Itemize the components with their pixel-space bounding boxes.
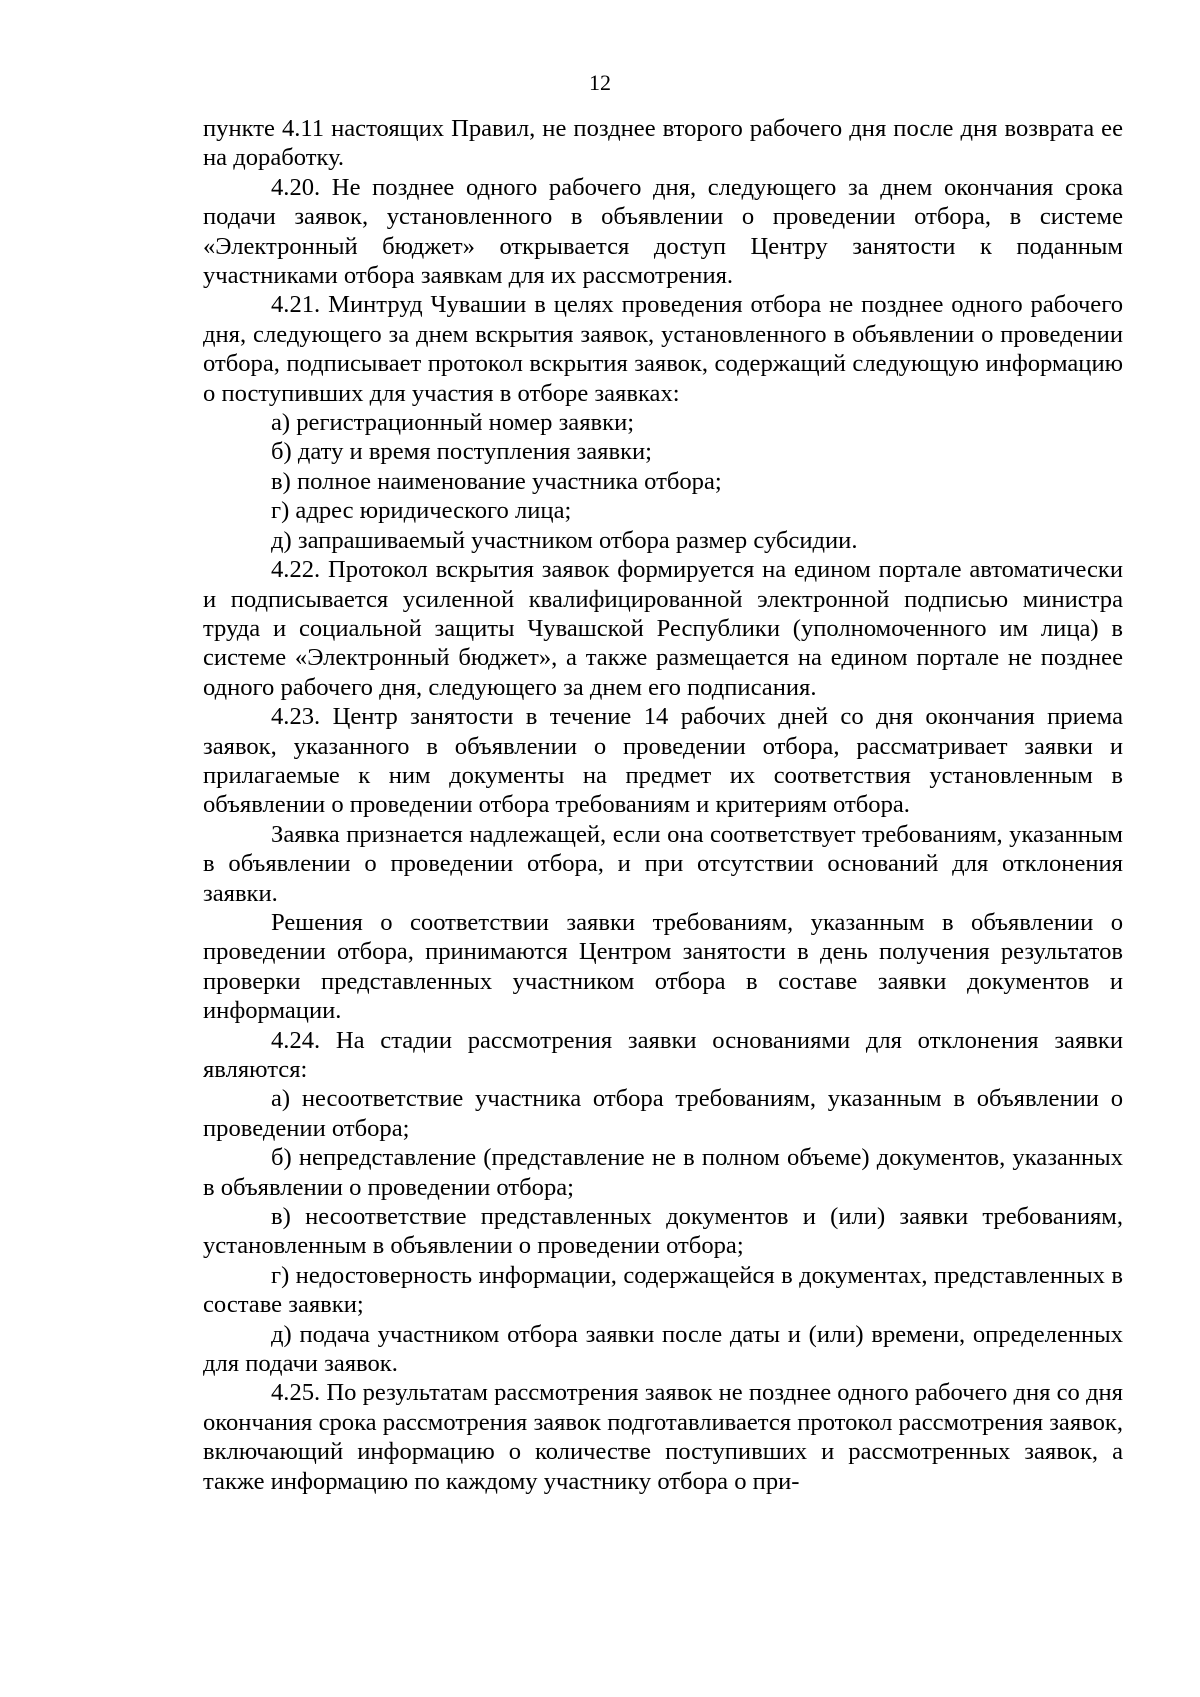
rejection-item-d: д) подача участником отбора заявки после даты и (или) времени, определенных для подачи заявок.: [203, 1320, 1123, 1378]
paragraph-4-22: 4.22. Протокол вскрытия заявок формируется на едином портале автоматически и подписывается усиленной квалифицированной электронной подписью министра труда и социальной защиты Чувашской Республики (уполномоченного им лица) в системе «Электронный бюджет», а также размещается на едином портале не позднее одного рабочего дня, следующего за днем его подписания.: [203, 556, 1123, 701]
rejection-item-a: а) несоответствие участника отбора требованиям, указанным в объявлении о проведении отбора;: [203, 1085, 1123, 1142]
paragraph-4-23: 4.23. Центр занятости в течение 14 рабочих дней со дня окончания приема заявок, указанного в объявлении о проведении отбора, рассматривает заявки и прилагаемые к ним документы на предмет их соответствия установленным в объявлении о проведении отбора требованиям и критериям отбора.: [203, 703, 1123, 819]
paragraph-4-20: 4.20. Не позднее одного рабочего дня, следующего за днем окончания срока подачи заявок, установленного в объявлении о проведении отбора, в системе «Электронный бюджет» открывается доступ Центру занятости к поданным участниками отбора заявкам для их рассмотрения.: [203, 173, 1123, 290]
list-item-a: а) регистрационный номер заявки;: [271, 409, 635, 437]
page-number: 12: [589, 70, 611, 95]
rejection-item-v: в) несоответствие представленных документов и (или) заявки требованиям, установленным в объявлении о проведении отбора;: [203, 1203, 1123, 1260]
paragraph-continuation: пункте 4.11 настоящих Правил, не позднее второго рабочего дня после дня возврата ее на доработку.: [203, 115, 1123, 172]
list-item-d: д) запрашиваемый участником отбора размер субсидии.: [271, 526, 858, 554]
paragraph-4-21: 4.21. Минтруд Чувашии в целях проведения отбора не позднее одного рабочего дня, следующего за днем вскрытия заявок, установленного в объявлении о проведении отбора, подписывает протокол вскрытия заявок, содержащий следующую информацию о поступивших для участия в отборе заявках:: [203, 291, 1123, 407]
paragraph-4-25: 4.25. По результатам рассмотрения заявок не позднее одного рабочего дня со дня окончания срока рассмотрения заявок подготавливается протокол рассмотрения заявок, включающий информацию о количестве поступивших и рассмотренных заявок, а также информацию по каждому участнику отбора о при-: [203, 1379, 1123, 1495]
list-item-g: г) адрес юридического лица;: [271, 497, 572, 525]
paragraph-application-proper: Заявка признается надлежащей, если она соответствует требованиям, указанным в объявлении о проведении отбора, и при отсутствии оснований для отклонения заявки.: [203, 820, 1123, 907]
document-body: [203, 114, 1123, 1496]
paragraph-decisions: Решения о соответствии заявки требованиям, указанным в объявлении о проведении отбора, принимаются Центром занятости в день получения результатов проверки представленных участником отбора в составе заявки документов и информации.: [203, 908, 1123, 1025]
rejection-item-g: г) недостоверность информации, содержащейся в документах, представленных в составе заявки;: [203, 1261, 1123, 1319]
rejection-item-b: б) непредставление (представление не в полном объеме) документов, указанных в объявлении о проведении отбора;: [203, 1144, 1123, 1201]
list-item-v: в) полное наименование участника отбора;: [271, 467, 722, 495]
paragraph-4-24: 4.24. На стадии рассмотрения заявки основаниями для отклонения заявки являются:: [203, 1026, 1123, 1083]
list-item-b: б) дату и время поступления заявки;: [271, 438, 653, 466]
